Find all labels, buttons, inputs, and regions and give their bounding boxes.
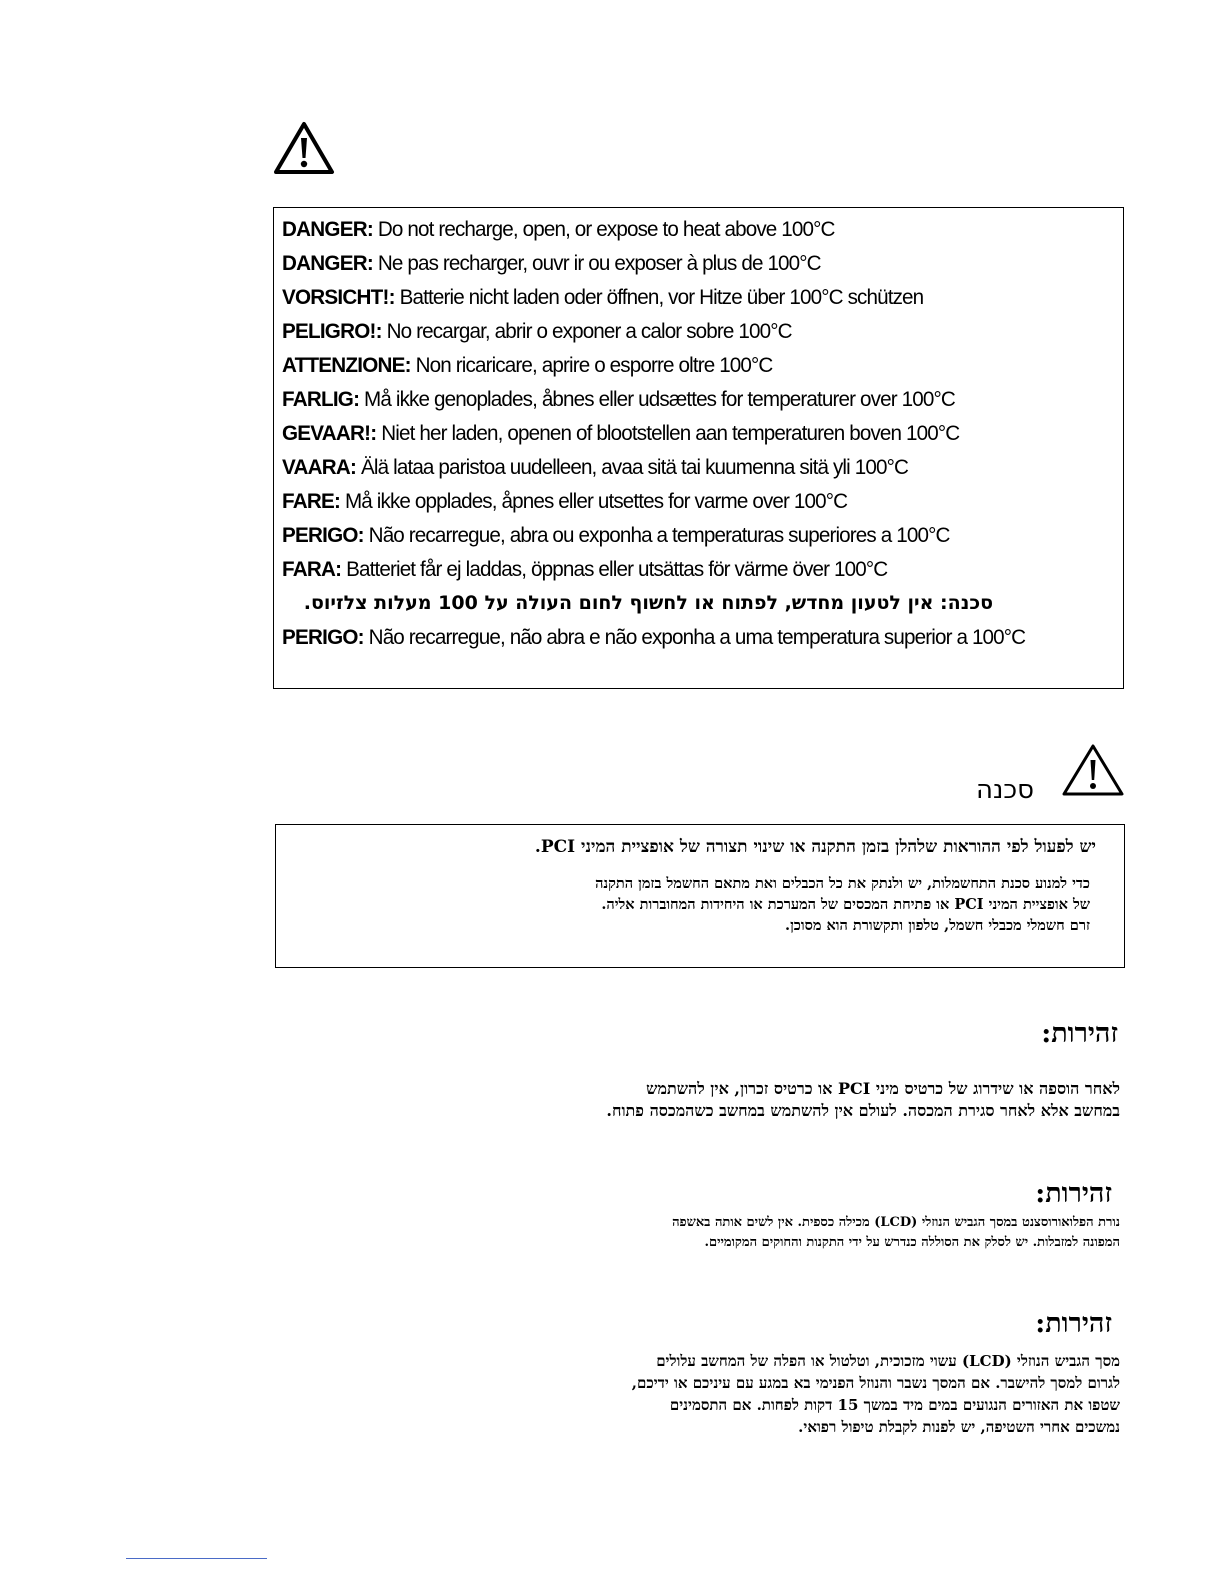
battery-warning-line: ATTENZIONE: Non ricaricare, aprire o esporre oltre 100°C: [282, 353, 773, 377]
caution-line: במחשב אלא לאחר סגירת המכסה. לעולם אין להשתמש במחשב כשהמכסה פתוח.: [606, 1101, 1120, 1120]
caution-line: לאחר הוספה או שידרוג של כרטיס מיני PCI או כרטיס זכרון, אין להשתמש: [646, 1079, 1120, 1098]
caution-line: נורת הפלואורוסצנט במסך הגביש הנוזלי (LCD) מכילה כספית. אין לשים אותה באשפה: [672, 1215, 1120, 1230]
footer-rule: [126, 1558, 267, 1559]
danger-heading: סכנה: [975, 775, 1034, 805]
caution-heading: זהירות:: [1035, 1308, 1112, 1339]
caution-line: המפונה למזבלות. יש לסלק את הסוללה כנדרש על ידי התקנות והחוקים המקומיים.: [704, 1235, 1120, 1250]
battery-warning-line: DANGER: Do not recharge, open, or expose to heat above 100°C: [282, 217, 835, 241]
caution-line: נמשכים אחרי השטיפה, יש לפנות לקבלת טיפול רפואי.: [798, 1418, 1120, 1436]
pci-instructions-text: [595, 873, 1090, 936]
warning-triangle-icon: [1060, 742, 1126, 798]
battery-warning-line: PERIGO: Não recarregue, abra ou exponha a temperaturas superiores a 100°C: [282, 523, 950, 547]
battery-warning-line: VORSICHT!: Batterie nicht laden oder öffnen, vor Hitze über 100°C schützen: [282, 285, 924, 309]
caution-text: [672, 1213, 1120, 1253]
battery-warning-line: DANGER: Ne pas recharger, ouvr ir ou exposer à plus de 100°C: [282, 251, 821, 275]
battery-warning-line: FARE: Må ikke opplades, åpnes eller utsettes for varme over 100°C: [282, 489, 848, 513]
caution-heading: זהירות:: [1041, 1018, 1118, 1049]
caution-text: [632, 1350, 1120, 1438]
warning-triangle-icon: [272, 120, 336, 176]
battery-warning-line: GEVAAR!: Niet her laden, openen of blootstellen aan temperaturen boven 100°C: [282, 421, 960, 445]
pci-first-line: יש לפעול לפי ההוראות שלהלן בזמן התקנה או שינוי תצורה של אופציית המיני PCI.: [534, 837, 1096, 857]
battery-warning-line-hebrew: סכנה: אין לטעון מחדש, לפתוח או לחשוף לחום העולה על 100 מעלות צלזיוס.: [303, 592, 993, 614]
battery-warning-line: VAARA: Älä lataa paristoa uudelleen, avaa sitä tai kuumenna sitä yli 100°C: [282, 455, 909, 479]
pci-line: זרם חשמלי מכבלי חשמל, טלפון ותקשורת הוא מסוכן.: [785, 917, 1090, 934]
caution-text: [606, 1078, 1120, 1122]
battery-warning-box: [273, 207, 1124, 689]
pci-line: של אופציית המיני PCI או פתיחת המכסים של המערכת או היחידות המחוברות אליה.: [601, 896, 1090, 913]
caution-line: מסך הגביש הנוזלי (LCD) עשוי מזכוכית, וטלטול או הפלה של המחשב עלולים: [656, 1352, 1120, 1370]
battery-warning-line: PERIGO: Não recarregue, não abra e não exponha a uma temperatura superior a 100°C: [282, 625, 1026, 649]
battery-warning-line: FARLIG: Må ikke genoplades, åbnes eller udsættes for temperaturer over 100°C: [282, 387, 955, 411]
caution-line: לגרום למסך להישבר. אם המסך נשבר והנוזל הפנימי בא במגע עם עיניכם או ידיכם,: [631, 1374, 1120, 1392]
pci-instructions-box: [275, 824, 1125, 968]
battery-warning-line: PELIGRO!: No recargar, abrir o exponer a calor sobre 100°C: [282, 319, 792, 343]
battery-warning-line: FARA: Batteriet får ej laddas, öppnas eller utsättas för värme över 100°C: [282, 557, 888, 581]
pci-line: כדי למנוע סכנת התחשמלות, יש ולנתק את כל הכבלים ואת מתאם החשמל בזמן התקנה: [595, 875, 1090, 892]
caution-heading: זהירות:: [1035, 1178, 1112, 1209]
caution-line: שטפו את האזורים הנגועים במים מיד במשך 15 דקות לפחות. אם התסמינים: [669, 1396, 1120, 1414]
